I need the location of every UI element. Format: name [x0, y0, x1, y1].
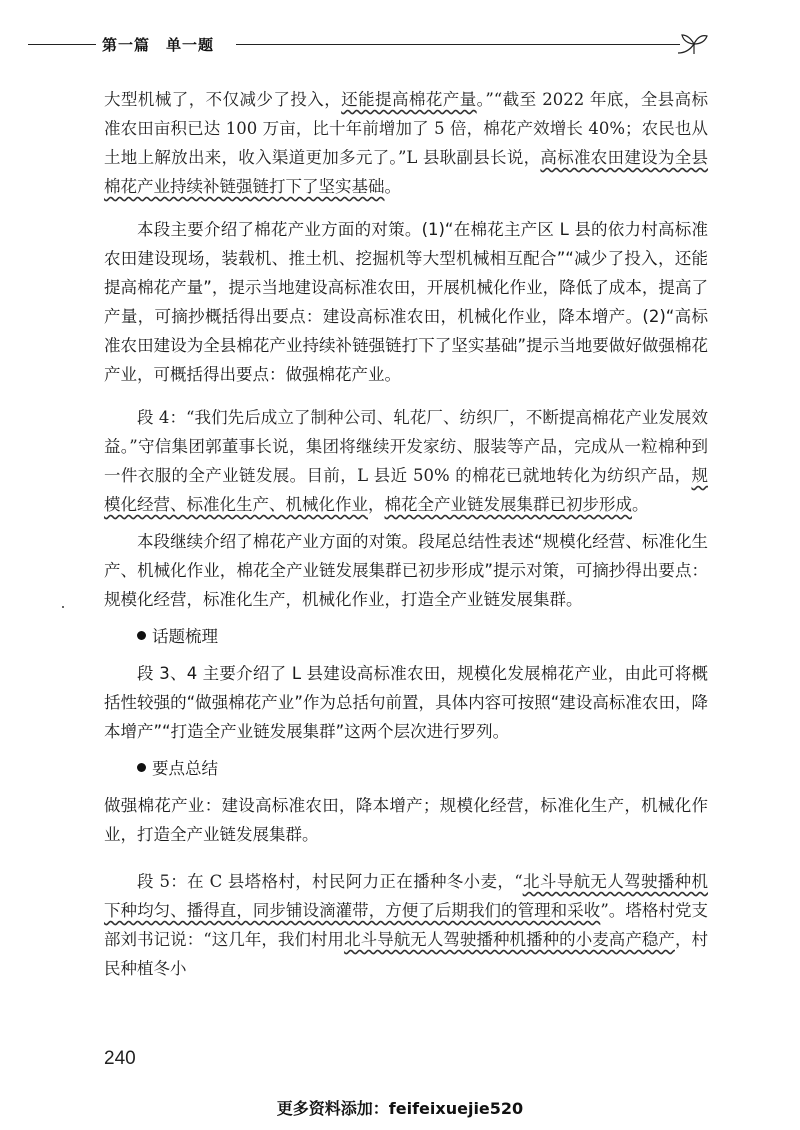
underlined-phrase: 北斗导航无人驾驶播种机播种的小麦高产稳产: [344, 930, 675, 949]
underlined-phrase: 棉花全产业链发展集群已初步形成: [384, 495, 632, 514]
underlined-phrase: 高标准农田建设为全县棉花产业持续补链强链打下了坚实基础: [104, 148, 709, 196]
header-title: 第一篇 单一题: [102, 36, 215, 54]
underlined-phrase: 规模化经营、标准化生产、机械化作业: [104, 466, 708, 514]
footer-note: 更多资料添加：feifeixuejie520: [276, 1099, 524, 1118]
underlined-phrase: 还能提高棉花产量: [341, 90, 477, 109]
page-content: [104, 85, 708, 983]
topic-heading: 话题梳理: [104, 622, 708, 651]
underlined-phrase: 北斗导航无人驾驶播种机下种均匀、播得直，同步铺设滴灌带，方便了后期我们的管理和采收: [104, 872, 709, 920]
key-points-heading: 要点总结: [104, 754, 708, 783]
margin-mark: [62, 606, 64, 608]
header-rule-right: [236, 44, 680, 45]
header-rule-left: [28, 44, 96, 45]
page-header: [0, 30, 800, 60]
source-paragraph-5: 段 5：在 C 县塔格村，村民阿力正在播种冬小麦，“北斗导航无人驾驶播种机下种均匀、播得直，同步铺设滴灌带，方便了后期我们的管理和采收”。塔格村党支部刘书记说：“这几年，我们村用北斗导航无人驾驶播种机播种的小麦高产稳产，村民种植冬小: [104, 872, 709, 978]
key-points-paragraph: 做强棉花产业：建设高标准农田，降本增产；规模化经营，标准化生产，机械化作业，打造全产业链发展集群。: [104, 796, 708, 844]
analysis-paragraph-3: 本段主要介绍了棉花产业方面的对策。(1)“在棉花主产区 L 县的依力村高标准农田建设现场，装载机、推土机、挖掘机等大型机械相互配合”“减少了投入，还能提高棉花产量”，提示当地建设高标准农田，开展机械化作业，降低了成本，提高了产量，可摘抄概括得出要点：建设高标准农田，机械化作业，降本增产。(2)“高标准农田建设为全县棉花产业持续补链强链打下了坚实基础”提示当地要做好做强棉花产业，可概括得出要点：做强棉花产业。: [104, 220, 708, 384]
source-paragraph-3-end: 大型机械了，不仅减少了投入，还能提高棉花产量。”“截至 2022 年底，全县高标准农田亩积已达 100 万亩，比十年前增加了 5 倍，棉花产效增长 40%；农民也从土地上解放出来，收入渠道更加多元了。”L 县耿副县长说，高标准农田建设为全县棉花产业持续补链强链打下了坚实基础。: [104, 90, 709, 196]
analysis-paragraph-4: 本段继续介绍了棉花产业方面的对策。段尾总结性表述“规模化经营、标准化生产、机械化作业，棉花全产业链发展集群已初步形成”提示对策，可摘抄得出要点：规模化经营，标准化生产，机械化作业，打造全产业链发展集群。: [104, 532, 708, 609]
bullet-icon: [137, 631, 146, 640]
topic-summary-paragraph: 段 3、4 主要介绍了 L 县建设高标准农田，规模化发展棉花产业，由此可将概括性较强的“做强棉花产业”作为总括句前置，具体内容可按照“建设高标准农田，降本增产”“打造全产业链发展集群”这两个层次进行罗列。: [104, 664, 708, 741]
bullet-icon: [137, 763, 146, 772]
source-paragraph-4: 段 4：“我们先后成立了制种公司、轧花厂、纺织厂，不断提高棉花产业发展效益。”守信集团郭董事长说，集团将继续开发家纺、服装等产品，完成从一粒棉种到一件衣服的全产业链发展。目前，L 县近 50% 的棉花已就地转化为纺织产品，规模化经营、标准化生产、机械化作业，棉花全产业链发展集群已初步形成。: [104, 408, 708, 514]
sprout-icon: [674, 30, 714, 58]
page-number: 240: [104, 1048, 136, 1069]
